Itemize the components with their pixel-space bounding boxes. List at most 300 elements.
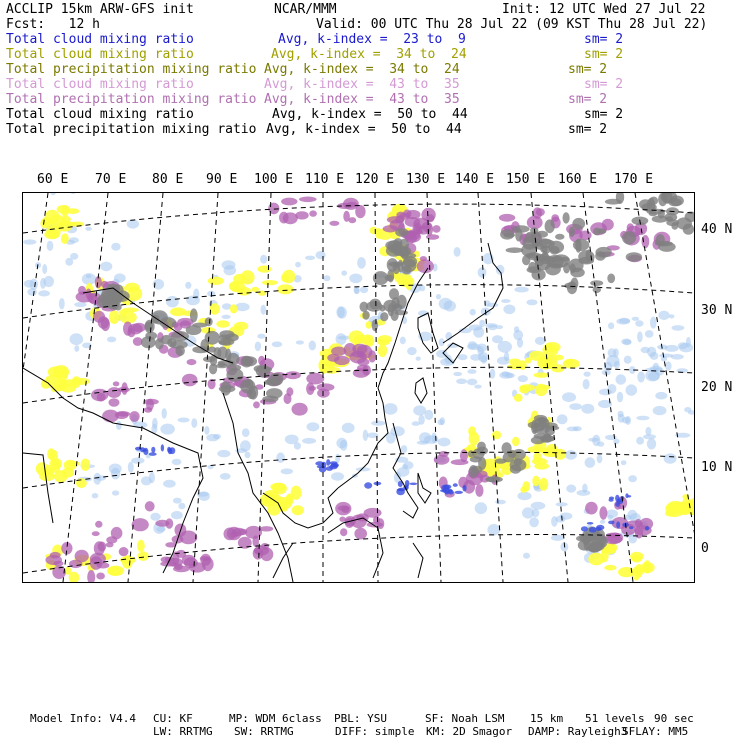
top-cloud-blob [362, 311, 369, 320]
low-cloud-blob [285, 435, 299, 445]
low-cloud-blob [619, 318, 630, 324]
top-cloud-blob [372, 320, 378, 332]
mid-cloud-blob [262, 280, 278, 285]
low-cloud-blob [436, 294, 441, 299]
top-cloud-blob [584, 538, 590, 551]
high-cloud-blob [285, 371, 301, 379]
mid-cloud-blob [507, 364, 525, 369]
low-cloud-blob [496, 265, 505, 275]
low-cloud-blob [413, 405, 426, 415]
mid-cloud-blob [527, 446, 543, 453]
longitude-label: 60 E [37, 172, 69, 187]
low-cloud-blob [653, 363, 659, 370]
institution-label: NCAR/MMM [274, 2, 337, 17]
top-cloud-blob [540, 253, 550, 261]
mid-cloud-blob [529, 351, 545, 361]
high-cloud-blob [119, 547, 129, 556]
low-cloud-blob [458, 354, 468, 360]
model-title: ACCLIP 15km ARW-GFS init [6, 2, 194, 17]
high-cloud-blob [354, 528, 367, 540]
high-cloud-blob [129, 411, 139, 422]
low-cloud-blob [597, 454, 603, 463]
field-name: Total cloud mixing ratio [6, 77, 194, 92]
low-cloud-blob [336, 306, 344, 318]
low-cloud-blob [636, 416, 649, 421]
mid-cloud-blob [241, 270, 255, 284]
field-name: Total cloud mixing ratio [6, 47, 194, 62]
smoothing: sm= 2 [584, 32, 624, 47]
low-cloud-blob [357, 257, 366, 269]
high-cloud-blob [61, 542, 72, 555]
low-cloud-blob [261, 305, 267, 315]
top-cloud-blob [380, 312, 388, 321]
low-cloud-blob [669, 314, 675, 318]
strong-cloud-blob [329, 464, 338, 469]
high-cloud-blob [253, 401, 260, 408]
model-info-item: 90 sec [654, 712, 694, 725]
mid-cloud-blob [281, 273, 289, 282]
high-cloud-blob [340, 528, 347, 536]
mid-cloud-blob [665, 503, 678, 515]
low-cloud-blob [584, 372, 591, 377]
longitude-label: 110 E [305, 172, 345, 187]
longitude-label: 70 E [95, 172, 127, 187]
low-cloud-blob [276, 452, 285, 463]
latitude-label: 30 N [701, 303, 733, 318]
high-cloud-blob [306, 373, 324, 385]
low-cloud-blob [360, 287, 368, 294]
strong-cloud-blob [581, 526, 588, 531]
model-info-item: DAMP: Rayleigh3 [528, 725, 628, 738]
top-cloud-blob [242, 356, 257, 366]
low-cloud-blob [665, 345, 679, 352]
high-cloud-blob [299, 197, 317, 203]
low-cloud-blob [659, 354, 673, 358]
strong-cloud-blob [453, 483, 458, 487]
latitude-label: 40 N [701, 222, 733, 237]
top-cloud-blob [639, 199, 652, 209]
low-cloud-blob [475, 502, 487, 514]
high-cloud-blob [78, 286, 86, 295]
mid-cloud-blob [252, 287, 260, 292]
low-cloud-blob [653, 406, 667, 415]
mid-cloud-blob [109, 310, 120, 324]
high-cloud-blob [281, 198, 297, 206]
low-cloud-blob [407, 347, 417, 355]
high-cloud-blob [258, 356, 265, 366]
strong-cloud-blob [151, 447, 155, 453]
low-cloud-blob [514, 326, 519, 332]
low-cloud-blob [162, 408, 167, 419]
mid-cloud-blob [532, 476, 540, 487]
low-cloud-blob [501, 299, 511, 303]
low-cloud-blob [383, 403, 397, 415]
low-cloud-blob [557, 414, 568, 424]
mid-cloud-blob [292, 505, 304, 515]
longitude-label: 160 E [558, 172, 598, 187]
mid-cloud-blob [81, 459, 91, 471]
legend-row [6, 122, 736, 137]
low-cloud-blob [166, 296, 179, 307]
model-info-item: KM: 2D Smagor [426, 725, 513, 738]
low-cloud-blob [305, 256, 315, 260]
mid-cloud-blob [272, 483, 287, 495]
low-cloud-blob [371, 421, 385, 426]
strong-cloud-blob [454, 491, 463, 494]
mid-cloud-blob [66, 208, 79, 214]
low-cloud-blob [131, 457, 144, 463]
low-cloud-blob [562, 392, 576, 402]
strong-cloud-blob [609, 498, 614, 502]
low-cloud-blob [272, 341, 283, 347]
high-cloud-blob [239, 529, 248, 535]
low-cloud-blob [331, 472, 344, 480]
high-cloud-blob [95, 521, 102, 528]
top-cloud-blob [555, 234, 564, 240]
top-cloud-blob [590, 280, 603, 286]
strong-cloud-blob [326, 459, 330, 466]
high-cloud-blob [286, 387, 293, 396]
mid-cloud-blob [60, 221, 76, 226]
high-cloud-blob [475, 484, 483, 497]
low-cloud-blob [74, 302, 86, 307]
top-cloud-blob [652, 216, 668, 223]
high-cloud-blob [101, 318, 110, 331]
strong-cloud-blob [168, 448, 173, 455]
low-cloud-blob [204, 426, 209, 435]
low-cloud-blob [438, 438, 451, 447]
low-cloud-blob [523, 553, 530, 559]
legend-row [6, 92, 736, 107]
low-cloud-blob [621, 460, 627, 465]
low-cloud-blob [597, 441, 604, 446]
low-cloud-blob [23, 239, 36, 244]
low-cloud-blob [672, 325, 685, 331]
low-cloud-blob [473, 327, 484, 338]
mid-cloud-blob [107, 566, 121, 576]
high-cloud-blob [432, 225, 440, 233]
top-cloud-blob [545, 219, 555, 233]
mid-cloud-blob [544, 342, 560, 352]
mid-cloud-blob [588, 553, 604, 566]
mid-cloud-blob [487, 467, 500, 476]
low-cloud-blob [566, 485, 576, 493]
field-name: Total cloud mixing ratio [6, 107, 194, 122]
top-cloud-blob [528, 262, 537, 273]
high-cloud-blob [87, 570, 95, 582]
top-cloud-blob [468, 450, 474, 457]
strong-cloud-blob [596, 527, 602, 531]
smoothing: sm= 2 [568, 122, 608, 137]
top-cloud-blob [387, 258, 398, 272]
top-cloud-blob [536, 231, 548, 238]
top-cloud-blob [572, 218, 585, 230]
low-cloud-blob [556, 502, 568, 506]
low-cloud-blob [582, 484, 587, 493]
field-name: Total precipitation mixing ratio [6, 62, 257, 77]
legend-row [6, 107, 736, 122]
low-cloud-blob [242, 428, 250, 437]
mid-cloud-blob [127, 287, 142, 301]
high-cloud-blob [54, 561, 64, 567]
top-cloud-blob [504, 233, 515, 238]
top-cloud-blob [649, 211, 657, 216]
low-cloud-blob [504, 352, 509, 362]
top-cloud-blob [573, 239, 589, 251]
low-cloud-blob [172, 459, 182, 465]
low-cloud-blob [583, 379, 590, 389]
top-cloud-blob [397, 260, 403, 272]
top-cloud-blob [512, 449, 526, 460]
low-cloud-blob [341, 270, 347, 275]
high-cloud-blob [200, 556, 210, 561]
low-cloud-blob [349, 274, 362, 284]
top-cloud-blob [107, 284, 113, 297]
mid-cloud-blob [533, 452, 542, 462]
high-cloud-blob [97, 393, 106, 402]
low-cloud-blob [342, 423, 355, 433]
mid-cloud-blob [122, 555, 133, 568]
low-cloud-blob [532, 509, 540, 518]
low-cloud-blob [47, 241, 54, 251]
top-cloud-blob [176, 345, 185, 356]
low-cloud-blob [628, 475, 637, 482]
level-range: Avg, k-index = 34 to 24 [264, 62, 460, 77]
low-cloud-blob [128, 462, 134, 473]
low-cloud-blob [495, 500, 506, 505]
low-cloud-blob [185, 282, 191, 289]
low-cloud-blob [600, 520, 605, 524]
mid-cloud-blob [208, 277, 224, 285]
low-cloud-blob [245, 452, 251, 459]
strong-cloud-blob [441, 485, 450, 492]
top-cloud-blob [607, 274, 615, 284]
top-cloud-blob [266, 388, 283, 399]
top-cloud-blob [525, 253, 536, 258]
low-cloud-blob [401, 445, 408, 453]
top-cloud-blob [403, 256, 417, 267]
low-cloud-blob [354, 287, 360, 294]
longitude-label: 100 E [254, 172, 294, 187]
mid-cloud-blob [50, 450, 58, 463]
low-cloud-blob [206, 434, 219, 441]
low-cloud-blob [302, 438, 316, 444]
top-cloud-blob [366, 301, 383, 312]
low-cloud-blob [467, 343, 480, 350]
low-cloud-blob [624, 356, 632, 364]
low-cloud-blob [178, 418, 190, 423]
top-cloud-blob [515, 228, 523, 241]
top-cloud-blob [389, 288, 399, 300]
smoothing: sm= 2 [584, 107, 624, 122]
model-info-item: CU: KF [153, 712, 193, 725]
high-cloud-blob [306, 383, 314, 395]
high-cloud-blob [165, 518, 173, 528]
low-cloud-blob [316, 251, 326, 259]
strong-cloud-blob [149, 452, 157, 456]
smoothing: sm= 2 [584, 47, 624, 62]
longitude-line [427, 193, 441, 582]
top-cloud-blob [190, 308, 198, 322]
strong-cloud-blob [615, 495, 619, 502]
low-cloud-blob [665, 361, 672, 370]
low-cloud-blob [606, 510, 618, 518]
strong-cloud-blob [629, 526, 633, 529]
high-cloud-blob [460, 449, 468, 462]
high-cloud-blob [335, 502, 351, 515]
low-cloud-blob [655, 392, 667, 400]
longitude-label: 130 E [406, 172, 446, 187]
field-name: Total cloud mixing ratio [6, 32, 194, 47]
low-cloud-blob [65, 258, 73, 266]
low-cloud-blob [487, 524, 500, 535]
low-cloud-blob [618, 414, 625, 423]
coastline [23, 453, 53, 523]
high-cloud-blob [283, 212, 298, 224]
strong-cloud-blob [364, 482, 372, 488]
coastline [413, 543, 423, 578]
low-cloud-blob [416, 357, 421, 361]
low-cloud-blob [565, 450, 577, 460]
high-cloud-blob [634, 525, 652, 535]
low-cloud-blob [625, 416, 631, 425]
low-cloud-blob [222, 315, 231, 319]
field-name: Total precipitation mixing ratio [6, 92, 257, 107]
mid-cloud-blob [553, 355, 564, 361]
low-cloud-blob [150, 513, 160, 521]
top-cloud-blob [383, 300, 397, 312]
mid-cloud-blob [229, 281, 245, 292]
strong-cloud-blob [589, 527, 597, 533]
top-cloud-blob [506, 247, 524, 253]
low-cloud-blob [111, 243, 120, 251]
model-info-item: LW: RRTMG [153, 725, 213, 738]
mid-cloud-blob [264, 498, 270, 504]
high-cloud-blob [69, 560, 82, 568]
mid-cloud-blob [468, 426, 476, 436]
smoothing: sm= 2 [568, 92, 608, 107]
low-cloud-blob [474, 385, 481, 389]
mid-cloud-blob [257, 266, 271, 273]
low-cloud-blob [363, 430, 368, 441]
mid-cloud-blob [53, 365, 69, 378]
low-cloud-blob [295, 262, 301, 268]
low-cloud-blob [85, 227, 92, 231]
low-cloud-blob [490, 369, 496, 379]
level-range: Avg, k-index = 43 to 35 [264, 77, 460, 92]
low-cloud-blob [127, 219, 139, 228]
high-cloud-blob [417, 259, 434, 273]
mid-cloud-blob [512, 437, 520, 446]
mid-cloud-blob [565, 359, 573, 365]
mid-cloud-blob [366, 321, 372, 329]
top-cloud-blob [522, 236, 536, 249]
high-cloud-blob [292, 403, 308, 416]
top-cloud-blob [186, 325, 202, 335]
high-cloud-blob [109, 398, 120, 407]
model-info-item: SW: RRTMG [234, 725, 294, 738]
high-cloud-blob [358, 351, 365, 358]
field-name: Total precipitation mixing ratio [6, 122, 257, 137]
mid-cloud-blob [632, 566, 640, 580]
high-cloud-blob [585, 502, 598, 515]
strong-cloud-blob [462, 485, 466, 491]
low-cloud-blob [518, 375, 528, 382]
low-cloud-blob [650, 317, 657, 329]
low-cloud-blob [100, 262, 112, 272]
map-canvas [23, 193, 694, 582]
low-cloud-blob [636, 437, 644, 445]
top-cloud-blob [218, 362, 225, 367]
top-cloud-blob [219, 385, 236, 392]
model-info-item: DIFF: simple [335, 725, 415, 738]
mid-cloud-blob [539, 478, 548, 491]
low-cloud-blob [632, 317, 640, 321]
longitude-label: 140 E [455, 172, 495, 187]
low-cloud-blob [163, 480, 176, 488]
high-cloud-blob [128, 324, 143, 335]
strong-cloud-blob [616, 521, 620, 528]
high-cloud-blob [377, 518, 384, 529]
top-cloud-blob [167, 338, 176, 347]
model-info-item: SF: Noah LSM [425, 712, 505, 725]
level-range: Avg, k-index = 23 to 9 [278, 32, 466, 47]
low-cloud-blob [38, 290, 50, 296]
low-cloud-blob [86, 274, 92, 278]
high-cloud-blob [439, 451, 449, 457]
high-cloud-blob [351, 515, 367, 529]
longitude-label: 170 E [614, 172, 654, 187]
mid-cloud-blob [122, 308, 139, 313]
top-cloud-blob [605, 199, 622, 205]
model-info-item: PBL: YSU [334, 712, 387, 725]
high-cloud-blob [261, 543, 269, 550]
low-cloud-blob [478, 267, 487, 277]
low-cloud-blob [436, 350, 448, 358]
low-cloud-blob [156, 527, 165, 532]
low-cloud-blob [111, 468, 121, 480]
high-cloud-blob [339, 517, 345, 522]
high-cloud-blob [111, 527, 123, 539]
top-cloud-blob [469, 465, 478, 478]
model-info-item: Model Info: V4.4 [30, 712, 136, 725]
top-cloud-blob [495, 458, 507, 463]
high-cloud-blob [106, 542, 114, 547]
longitude-label: 120 E [355, 172, 395, 187]
model-info-item: 51 levels [585, 712, 645, 725]
low-cloud-blob [453, 372, 462, 376]
low-cloud-blob [623, 339, 632, 345]
top-cloud-blob [477, 442, 486, 452]
strong-cloud-blob [645, 526, 649, 530]
mid-cloud-blob [277, 284, 293, 294]
low-cloud-blob [69, 193, 77, 194]
low-cloud-blob [567, 427, 579, 432]
valid-time: Valid: 00 UTC Thu 28 Jul 22 (09 KST Thu 28 Jul 22) [316, 17, 708, 32]
low-cloud-blob [107, 337, 116, 343]
top-cloud-blob [598, 228, 607, 234]
low-cloud-blob [152, 418, 158, 429]
low-cloud-blob [581, 404, 594, 414]
strong-cloud-blob [161, 444, 164, 451]
low-cloud-blob [588, 438, 599, 442]
legend-row [6, 77, 736, 92]
low-cloud-blob [499, 372, 513, 379]
mid-cloud-blob [46, 225, 61, 238]
low-cloud-blob [323, 275, 330, 281]
low-cloud-blob [50, 193, 57, 195]
top-cloud-blob [569, 227, 575, 238]
